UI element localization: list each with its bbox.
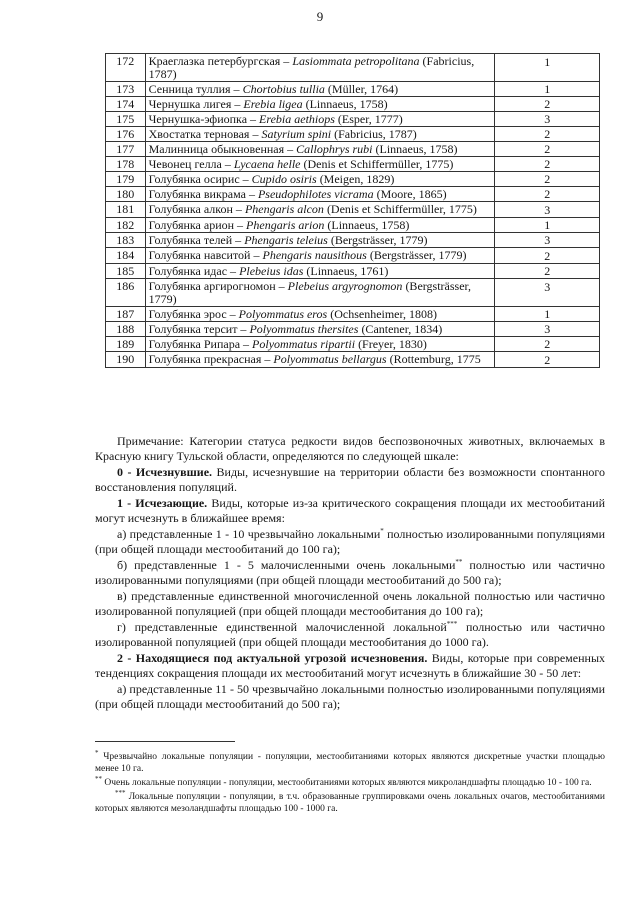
species-latin-name: Erebia aethiops	[259, 112, 335, 126]
species-name	[145, 264, 495, 279]
species-author: (Linnaeus, 1758)	[372, 142, 458, 156]
status-category: 3	[495, 279, 600, 307]
species-latin-name: Lycaena helle	[233, 157, 301, 171]
species-russian-name: Голубянка викрама –	[148, 187, 258, 201]
species-number: 182	[106, 218, 146, 233]
table-row	[106, 172, 600, 187]
species-russian-name: Голубянка терсит –	[148, 322, 250, 336]
note-intro: Примечание: Категории статуса редкости видов беспозвоночных животных, включаемых в Красную книгу Тульской области, определяются по следующей шкале:	[95, 434, 605, 463]
species-russian-name: Хвостатка терновая –	[148, 127, 262, 141]
species-author: (Bergsträsser, 1779)	[366, 248, 467, 262]
category-1-a: а) представленные 1 - 10 чрезвычайно локальными* полностью изолированными популяциями (при общей площади местообитаний до 100 га);	[95, 527, 605, 556]
species-author: (Linnaeus, 1758)	[302, 97, 388, 111]
species-name	[145, 187, 495, 202]
status-category: 3	[495, 112, 600, 127]
species-russian-name: Краеглазка петербургская –	[148, 54, 293, 68]
species-author: (Rottemburg, 1775	[386, 352, 481, 366]
table-row	[106, 82, 600, 97]
species-russian-name: Голубянка прекрасная –	[148, 352, 274, 366]
species-number: 184	[106, 248, 146, 264]
species-name	[145, 202, 495, 218]
species-latin-name: Phengaris alcon	[244, 202, 324, 216]
table-row	[106, 248, 600, 264]
species-latin-name: Polyommatus bellargus	[273, 352, 387, 366]
table-row	[106, 322, 600, 337]
species-author: (Meigen, 1829)	[316, 172, 395, 186]
status-category: 3	[495, 233, 600, 248]
table-row	[106, 202, 600, 218]
footnote-2: ** Очень локальные популяции - популяции, местообитаниями которых являются микроландшафты площадью 10 - 100 га.	[95, 774, 592, 788]
species-author: (Müller, 1764)	[324, 82, 399, 96]
category-0	[95, 465, 605, 494]
species-author: (Linnaeus, 1761)	[303, 264, 389, 278]
species-table-body	[106, 54, 600, 368]
species-latin-name: Satyrium spini	[261, 127, 332, 141]
species-author: (Ochsenheimer, 1808)	[327, 307, 438, 321]
species-latin-name: Phengaris teleius	[244, 233, 328, 247]
status-category: 1	[495, 218, 600, 233]
species-name	[145, 337, 495, 352]
footnote-1: * Чрезвычайно локальные популяции - популяции, местообитаниями которых являются дискретные участки площадью менее 10 га.	[95, 748, 605, 774]
table-row	[106, 307, 600, 322]
species-number: 190	[106, 352, 146, 368]
table-row	[106, 54, 600, 82]
table-row	[106, 279, 600, 307]
species-name	[145, 142, 495, 157]
species-number: 174	[106, 97, 146, 112]
species-name	[145, 307, 495, 322]
species-russian-name: Голубянка эрос –	[148, 307, 239, 321]
status-category: 2	[495, 142, 600, 157]
species-latin-name: Erebia ligea	[243, 97, 303, 111]
category-1-c: в) представленные единственной многочисленной очень локальной полностью или частично изолированной популяцией (при общей площади местообитания до 100 га);	[95, 589, 605, 618]
status-category: 1	[495, 307, 600, 322]
species-russian-name: Голубянка осирис –	[148, 172, 252, 186]
species-russian-name: Чернушка-эфиопка –	[148, 112, 260, 126]
species-table	[105, 53, 600, 368]
footnotes	[95, 748, 605, 817]
table-row	[106, 337, 600, 352]
status-category: 2	[495, 337, 600, 352]
species-name	[145, 112, 495, 127]
category-1-d: г) представленные единственной малочисленной локальной*** полностью или частично изолированной популяцией (при общей площади местообитания до 1000 га).	[95, 620, 605, 649]
footnote-ref: *	[380, 527, 384, 535]
status-category: 2	[495, 127, 600, 142]
species-number: 175	[106, 112, 146, 127]
species-latin-name: Pseudophilotes vicrama	[257, 187, 374, 201]
status-category: 1	[495, 82, 600, 97]
status-category: 2	[495, 264, 600, 279]
species-author: (Fabricius, 1787)	[331, 127, 417, 141]
species-number: 185	[106, 264, 146, 279]
species-latin-name: Phengaris nausithous	[262, 248, 367, 262]
species-name	[145, 157, 495, 172]
category-0-title: 0 - Исчезнувшие.	[117, 465, 213, 479]
category-2	[95, 651, 605, 680]
species-author: (Esper, 1777)	[334, 112, 403, 126]
status-category: 2	[495, 248, 600, 264]
species-russian-name: Голубянка навситой –	[148, 248, 263, 262]
status-category: 3	[495, 202, 600, 218]
species-latin-name: Cupido osiris	[251, 172, 317, 186]
species-russian-name: Голубянка алкон –	[148, 202, 245, 216]
species-number: 180	[106, 187, 146, 202]
species-russian-name: Голубянка аргирогномон –	[148, 279, 288, 293]
footnote-3: *** Локальные популяции - популяции, в т.ч. образованные группировками очень локальных очагов, местообитаниями которых являются мезоландшафты площадью 100 - 1000 га.	[95, 788, 605, 814]
category-1-b: б) представленные 1 - 5 малочисленными очень локальными** полностью или частично изолированными популяциями (при общей площади местообитаний до 500 га);	[95, 558, 606, 587]
status-category: 3	[495, 322, 600, 337]
status-category: 1	[495, 54, 600, 82]
footnote-ref: **	[455, 558, 463, 566]
species-author: (Bergsträsser, 1779)	[327, 233, 428, 247]
species-author: (Denis et Schiffermüller, 1775)	[300, 157, 454, 171]
status-category: 2	[495, 187, 600, 202]
status-category: 2	[495, 172, 600, 187]
species-author: (Denis et Schiffermüller, 1775)	[323, 202, 477, 216]
species-russian-name: Голубянка Рипара –	[148, 337, 253, 351]
category-1-text: Виды, которые из-за критического сокращения площади их местообитаний могут исчезнуть в ближайшее время:	[95, 496, 605, 525]
species-number: 179	[106, 172, 146, 187]
status-categories-note	[95, 434, 605, 713]
table-row	[106, 218, 600, 233]
species-number: 181	[106, 202, 146, 218]
species-russian-name: Голубянка телей –	[148, 233, 245, 247]
species-number: 183	[106, 233, 146, 248]
footnote-divider	[95, 741, 235, 742]
table-row	[106, 142, 600, 157]
status-category: 2	[495, 157, 600, 172]
table-row	[106, 127, 600, 142]
species-name	[145, 172, 495, 187]
species-number: 176	[106, 127, 146, 142]
species-author: (Linnaeus, 1758)	[324, 218, 410, 232]
table-row	[106, 97, 600, 112]
species-russian-name: Малинница обыкновенная –	[148, 142, 297, 156]
category-0-text: Виды, исчезнувшие на территории области без возможности спонтанного восстановления популяций.	[95, 465, 605, 494]
species-name	[145, 279, 495, 307]
category-2-text: Виды, которые при современных тенденциях сокращения площади их местообитаний могут исчезнуть в ближайшие 30 - 50 лет:	[95, 651, 606, 680]
category-2-a: а) представленные 11 - 50 чрезвычайно локальными полностью изолированными популяциями (при общей площади местообитаний до 500 га);	[95, 682, 605, 711]
species-name	[145, 82, 495, 97]
species-number: 172	[106, 54, 146, 82]
species-latin-name: Phengaris arion	[246, 218, 325, 232]
category-1	[95, 496, 605, 525]
species-name	[145, 322, 495, 337]
footnote-ref: ***	[446, 620, 458, 628]
species-name	[145, 97, 495, 112]
species-author: (Cantener, 1834)	[358, 322, 443, 336]
species-author: (Fabricius, 1787)	[148, 54, 475, 81]
species-latin-name: Polyommatus ripartii	[252, 337, 356, 351]
status-category: 2	[495, 97, 600, 112]
species-russian-name: Голубянка арион –	[148, 218, 247, 232]
species-name	[145, 218, 495, 233]
species-latin-name: Polyommatus eros	[238, 307, 328, 321]
status-category: 2	[495, 352, 600, 368]
species-number: 178	[106, 157, 146, 172]
species-author: (Freyer, 1830)	[355, 337, 427, 351]
species-name	[145, 127, 495, 142]
species-latin-name: Lasiommata petropolitana	[292, 54, 420, 68]
table-row	[106, 352, 600, 368]
species-latin-name: Callophrys rubi	[296, 142, 373, 156]
species-name	[145, 248, 495, 264]
species-name	[145, 233, 495, 248]
species-number: 173	[106, 82, 146, 97]
category-1-title: 1 - Исчезающие.	[117, 496, 208, 510]
species-russian-name: Сенница туллия –	[148, 82, 243, 96]
species-number: 186	[106, 279, 146, 307]
table-row	[106, 112, 600, 127]
table-row	[106, 157, 600, 172]
table-row	[106, 187, 600, 202]
species-russian-name: Чевонец гелла –	[148, 157, 234, 171]
table-row	[106, 264, 600, 279]
species-russian-name: Голубянка идас –	[148, 264, 240, 278]
species-number: 187	[106, 307, 146, 322]
species-name	[145, 352, 495, 368]
species-latin-name: Chortobius tullia	[242, 82, 325, 96]
category-2-title: 2 - Находящиеся под актуальной угрозой исчезновения.	[117, 651, 428, 665]
species-russian-name: Чернушка лигея –	[148, 97, 244, 111]
species-name	[145, 54, 495, 82]
species-number: 188	[106, 322, 146, 337]
species-latin-name: Polyommatus thersites	[249, 322, 359, 336]
species-number: 189	[106, 337, 146, 352]
species-author: (Bergsträsser, 1779)	[148, 279, 472, 306]
species-latin-name: Plebeius argyrognomon	[287, 279, 403, 293]
table-row	[106, 233, 600, 248]
species-author: (Moore, 1865)	[373, 187, 447, 201]
species-number: 177	[106, 142, 146, 157]
page-number: 9	[316, 9, 324, 24]
species-latin-name: Plebeius idas	[239, 264, 304, 278]
